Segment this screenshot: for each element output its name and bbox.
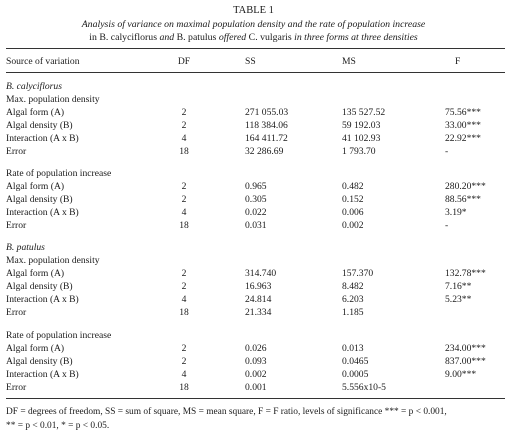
cell-f: 5.23** [445, 294, 472, 305]
cell-source: Interaction (A x B) [6, 369, 79, 380]
cell-df: 18 [179, 382, 189, 393]
cell-ss: 118 384.06 [245, 120, 288, 131]
measure-heading: Max. population density [6, 255, 100, 266]
cell-df: 2 [181, 181, 187, 192]
cell-ss: 24.814 [245, 294, 272, 305]
cell-ms: 8.482 [342, 281, 364, 292]
cell-df: 18 [179, 146, 189, 157]
cell-ms: 59 192.03 [342, 120, 381, 131]
cell-f: 7.16** [445, 281, 472, 292]
table-header [0, 57, 507, 69]
cell-df: 2 [181, 281, 187, 292]
header-df: DF [177, 56, 191, 67]
title-food: C. vulgaris [248, 32, 292, 43]
cell-ss: 0.026 [245, 343, 267, 354]
cell-source: Error [6, 307, 27, 318]
cell-df: 4 [181, 369, 187, 380]
cell-ss: 314.740 [245, 268, 277, 279]
cell-f: - [445, 220, 449, 231]
cell-source: Algal density (B) [6, 281, 73, 292]
measure-heading: Rate of population increase [6, 330, 112, 341]
header-source: Source of variation [6, 56, 80, 67]
cell-f: 75.56*** [445, 107, 481, 118]
cell-f: 132.78*** [445, 268, 486, 279]
cell-f: 9.00*** [445, 369, 477, 380]
cell-ms: 0.013 [342, 343, 364, 354]
cell-df: 18 [179, 220, 189, 231]
cell-f: 22.92*** [445, 133, 481, 144]
cell-ss: 164 411.72 [245, 133, 288, 144]
cell-source: Error [6, 382, 27, 393]
cell-ss: 0.001 [245, 382, 267, 393]
table-title-line2 [0, 33, 507, 43]
cell-df: 18 [179, 307, 189, 318]
title-species-2: B. patulus [176, 32, 217, 43]
table-row [0, 344, 507, 355]
species-heading: B. calyciflorus [6, 81, 62, 92]
cell-ms: 5.556x10-5 [342, 382, 386, 393]
table-row [0, 121, 507, 132]
footnote-line-2: ** = p < 0.01, * = p < 0.05. [6, 421, 110, 431]
cell-source: Algal form (A) [6, 343, 65, 354]
cell-f: 33.00*** [445, 120, 481, 131]
cell-df: 2 [181, 120, 187, 131]
table-row [0, 147, 507, 158]
cell-source: Interaction (A x B) [6, 294, 79, 305]
cell-ms: 1.185 [342, 307, 364, 318]
title-species-1: B. calyciflorus [99, 32, 158, 43]
cell-df: 2 [181, 194, 187, 205]
table-row [0, 282, 507, 293]
cell-ms: 41 102.93 [342, 133, 381, 144]
table-row [0, 108, 507, 119]
cell-f: 837.00*** [445, 356, 486, 367]
title-suffix: in three forms at three densities [294, 32, 418, 43]
cell-ms: 0.0005 [342, 369, 369, 380]
cell-source: Algal form (A) [6, 268, 65, 279]
title-prefix: in [89, 32, 97, 43]
table-row [0, 195, 507, 206]
cell-df: 2 [181, 343, 187, 354]
cell-ms: 0.0465 [342, 356, 369, 367]
cell-ms: 6.203 [342, 294, 364, 305]
cell-f: - [445, 146, 449, 157]
cell-ss: 16.963 [245, 281, 272, 292]
table-row [0, 269, 507, 280]
cell-ms: 135 527.52 [342, 107, 386, 118]
table-label: TABLE 1 [233, 5, 274, 16]
measure-heading: Max. population density [6, 94, 100, 105]
cell-ss: 0.965 [245, 181, 267, 192]
cell-ss: 0.022 [245, 207, 267, 218]
table-row [0, 370, 507, 381]
cell-df: 4 [181, 294, 187, 305]
cell-ss: 0.093 [245, 356, 267, 367]
cell-ms: 0.152 [342, 194, 364, 205]
cell-source: Error [6, 146, 27, 157]
table-footnote [6, 405, 504, 433]
cell-source: Error [6, 220, 27, 231]
cell-ss: 21.334 [245, 307, 272, 318]
cell-source: Algal form (A) [6, 181, 65, 192]
cell-ms: 0.006 [342, 207, 364, 218]
cell-ss: 0.002 [245, 369, 267, 380]
cell-ss: 0.305 [245, 194, 267, 205]
cell-source: Algal form (A) [6, 107, 65, 118]
cell-ms: 1 793.70 [342, 146, 376, 157]
table-row [0, 308, 507, 319]
cell-df: 4 [181, 133, 187, 144]
cell-f: 3.19* [445, 207, 467, 218]
cell-source: Algal density (B) [6, 356, 73, 367]
top-rule [6, 48, 505, 49]
cell-ms: 157.370 [342, 268, 374, 279]
table-row [0, 295, 507, 306]
table-row [0, 357, 507, 368]
cell-f: 280.20*** [445, 181, 486, 192]
cell-df: 2 [181, 268, 187, 279]
cell-ss: 271 055.03 [245, 107, 289, 118]
cell-f: 234.00*** [445, 343, 486, 354]
header-rule [6, 72, 505, 73]
cell-source: Algal density (B) [6, 120, 73, 131]
cell-source: Interaction (A x B) [6, 133, 79, 144]
cell-df: 2 [181, 107, 187, 118]
cell-f: 88.56*** [445, 194, 481, 205]
footnote-line-1: DF = degrees of freedom, SS = sum of square, MS = mean square, F = F ratio, levels of significance *** = p < 0.001, [6, 407, 447, 417]
table-title-line1: Analysis of variance on maximal population density and the rate of population increase [81, 19, 426, 30]
cell-ss: 32 286.69 [245, 146, 284, 157]
table-row [0, 134, 507, 145]
table-row [0, 383, 507, 394]
title-mid-2: offered [218, 32, 247, 43]
title-mid-1: and [159, 32, 175, 43]
cell-ms: 0.482 [342, 181, 364, 192]
cell-df: 2 [181, 356, 187, 367]
header-f: F [455, 56, 461, 67]
cell-source: Interaction (A x B) [6, 207, 79, 218]
cell-ms: 0.002 [342, 220, 364, 231]
table-row [0, 208, 507, 219]
cell-source: Algal density (B) [6, 194, 73, 205]
header-ss: SS [245, 56, 256, 67]
header-ms: MS [342, 56, 356, 67]
cell-ss: 0.031 [245, 220, 267, 231]
species-heading: B. patulus [6, 242, 45, 253]
cell-df: 4 [181, 207, 187, 218]
table-row [0, 182, 507, 193]
table-row [0, 221, 507, 232]
bottom-rule [6, 398, 505, 399]
measure-heading: Rate of population increase [6, 168, 112, 179]
